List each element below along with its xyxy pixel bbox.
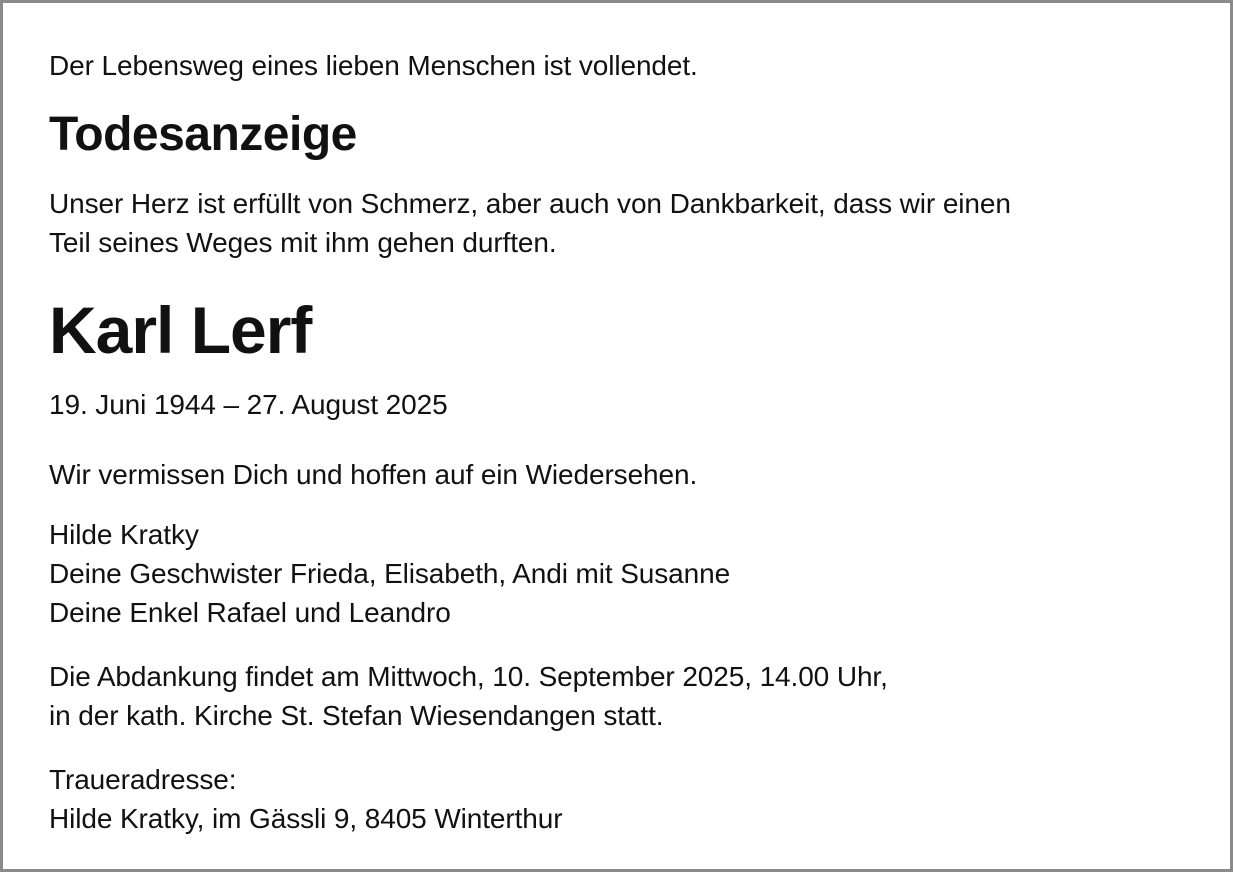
mourning-address [49, 760, 562, 838]
deceased-name: Karl Lerf [49, 293, 312, 367]
farewell-line: Wir vermissen Dich und hoffen auf ein Wiedersehen. [49, 459, 698, 490]
notice-heading: Todesanzeige [49, 108, 357, 161]
service-info [49, 657, 888, 735]
message-line: Teil seines Weges mit ihm gehen durften. [49, 227, 557, 258]
life-dates: 19. Juni 1944 – 27. August 2025 [49, 389, 448, 420]
address-label: Traueradresse: [49, 764, 237, 795]
condolence-message [49, 184, 1011, 262]
mourners-list [49, 515, 730, 632]
service-line: in der kath. Kirche St. Stefan Wiesendangen statt. [49, 700, 664, 731]
mourner-line: Deine Enkel Rafael und Leandro [49, 597, 451, 628]
intro-line: Der Lebensweg eines lieben Menschen ist vollendet. [49, 50, 698, 81]
mourner-line: Hilde Kratky [49, 519, 199, 550]
mourner-line: Deine Geschwister Frieda, Elisabeth, Andi mit Susanne [49, 558, 731, 589]
message-line: Unser Herz ist erfüllt von Schmerz, aber auch von Dankbarkeit, dass wir einen [49, 188, 1011, 219]
address-line: Hilde Kratky, im Gässli 9, 8405 Winterthur [49, 803, 563, 834]
service-line: Die Abdankung findet am Mittwoch, 10. September 2025, 14.00 Uhr, [49, 661, 888, 692]
